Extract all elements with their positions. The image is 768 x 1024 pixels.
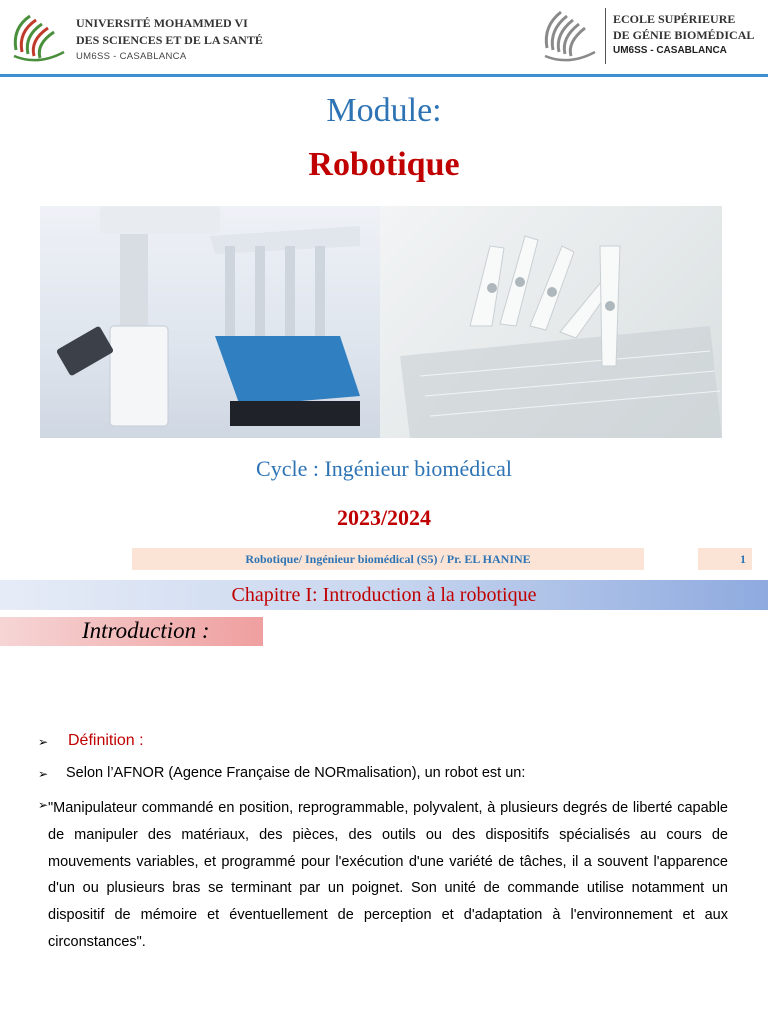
school-emblem-icon [541,2,603,68]
logo-separator [605,8,606,64]
school-name-line2: DE GÉNIE BIOMÉDICAL [613,28,755,42]
section-title: Introduction : [82,618,210,643]
bullet-arrow-icon: ➢ [38,767,49,781]
robotic-hand-image [380,206,722,438]
bullet-arrow-icon: ➢ [38,798,49,812]
footer-text: Robotique/ Ingénieur biomédical (S5) / Pr. EL HANINE [245,552,531,566]
university-emblem-icon [8,6,70,68]
chapter-title: Chapitre I: Introduction à la robotique [231,584,537,606]
academic-year: 2023/2024 [336,505,432,530]
school-location: UM6SS - CASABLANCA [613,45,727,56]
university-name-line1: UNIVERSITÉ MOHAMMED VI [76,16,248,30]
afnor-line: Selon l’AFNOR (Agence Française de NORmalisation), un robot est un: [66,765,526,781]
module-title: Robotique [308,146,460,183]
university-logo [8,6,270,68]
school-name-line1: ECOLE SUPÉRIEURE [613,12,736,26]
university-name-line2: DES SCIENCES ET DE LA SANTÉ [76,33,263,47]
page-number: 1 [740,552,746,566]
surgical-robot-image [40,206,380,438]
school-logo [541,2,763,70]
page-header [0,0,768,80]
university-location: UM6SS - CASABLANCA [76,51,187,62]
definition-label: Définition : [68,732,144,749]
bullet-arrow-icon: ➢ [38,735,49,749]
cycle-label: Cycle : Ingénieur biomédical [256,456,512,481]
module-label: Module: [326,92,442,129]
definition-quote: "Manipulateur commandé en position, reprogrammable, polyvalent, à plusieurs degrés de liberté capable de manipuler des matériaux, des pièces, des outils ou des dispositifs spécialisés au cours de mouvements variables, et programmé pour l'exécution d'une variété de tâches, il a souvent l'apparence d'un ou plusieurs bras se terminant par un poignet. Son unité de commande utilise notamment un dispositif de mémoire et éventuellement de perception et d'adaptation à l'environnement et aux circonstances". [48,800,728,950]
header-rule [0,74,768,77]
